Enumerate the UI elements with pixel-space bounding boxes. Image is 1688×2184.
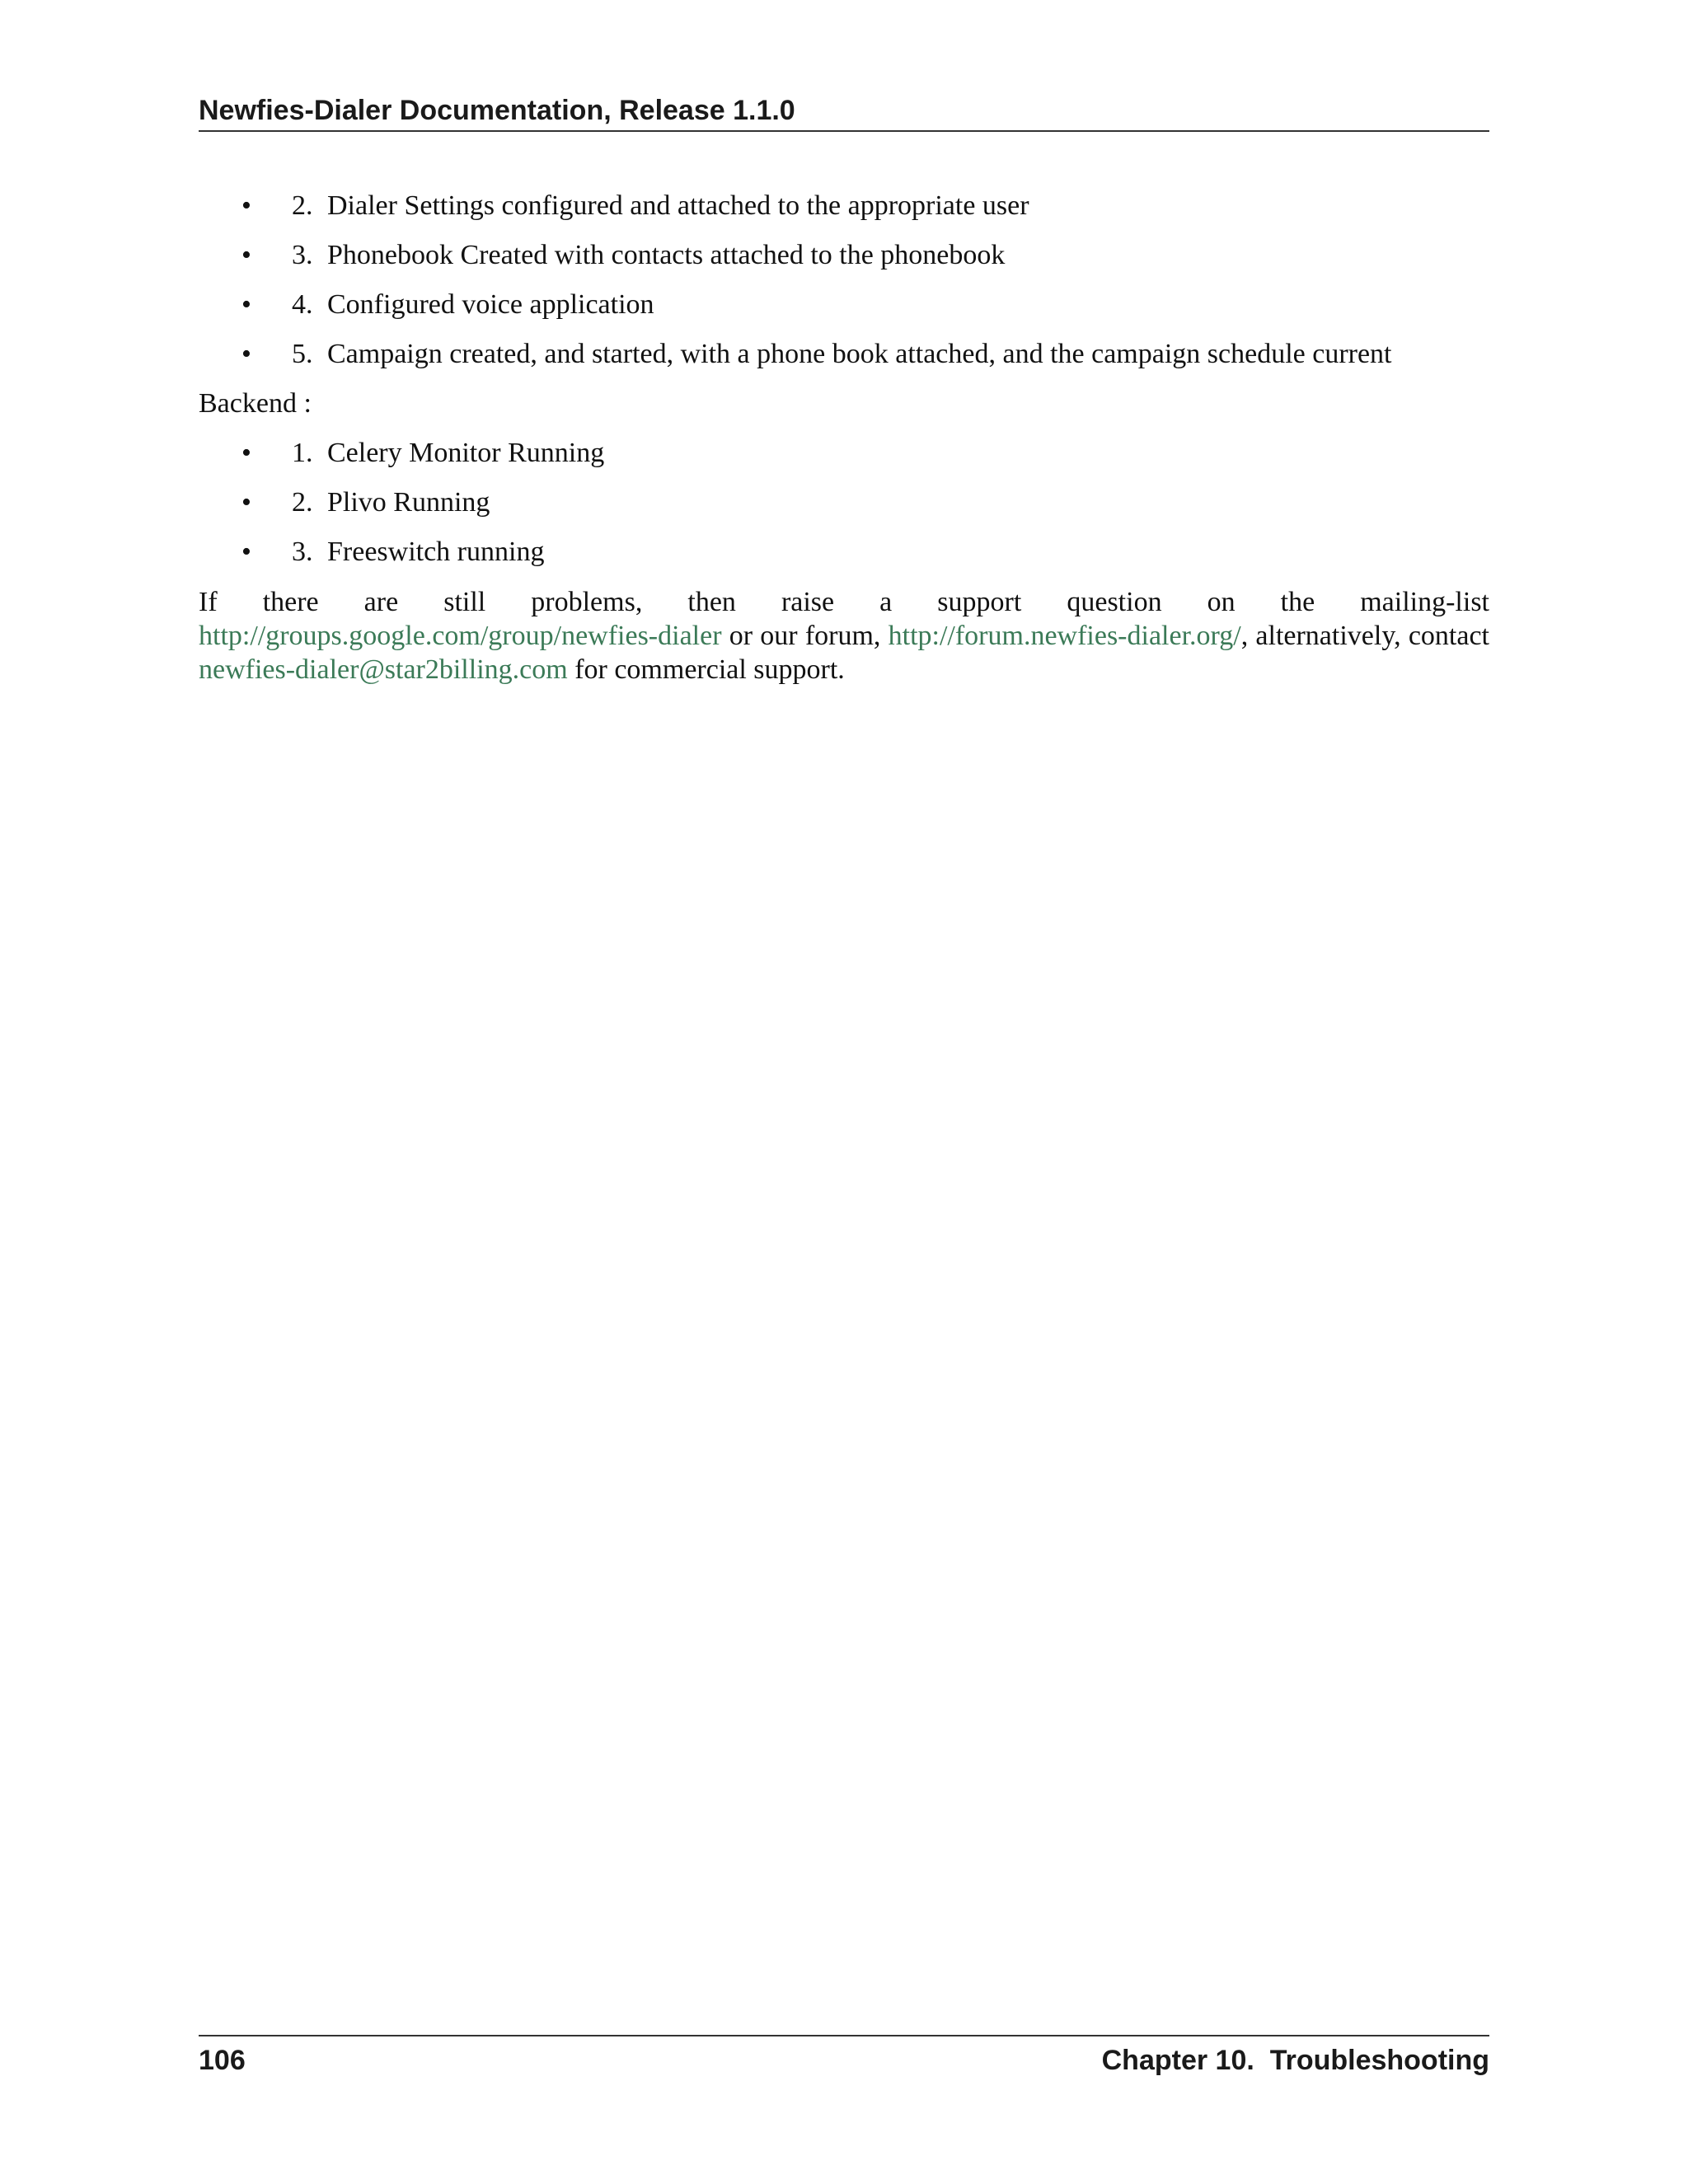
item-text: Celery Monitor Running [327, 438, 605, 468]
item-text: Configured voice application [327, 289, 654, 320]
item-number: 1. [292, 438, 313, 468]
item-text: Freeswitch running [327, 537, 545, 567]
list-item [199, 239, 1489, 288]
item-text: Phonebook Created with contacts attached to the phonebook [327, 240, 1006, 270]
bullet-icon: • [241, 339, 251, 369]
frontend-list [199, 190, 1489, 387]
bullet-icon: • [241, 190, 251, 221]
list-item [199, 437, 1489, 486]
list-item [199, 536, 1489, 585]
item-text: Plivo Running [327, 487, 490, 518]
backend-label: Backend : [199, 388, 312, 419]
bullet-icon: • [241, 537, 251, 567]
email-link[interactable]: newfies-dialer@star2billing.com [199, 654, 568, 685]
support-paragraph [199, 585, 1489, 687]
item-number: 5. [292, 339, 313, 369]
page-header [199, 91, 1489, 132]
document-title: Newfies-Dialer Documentation, Release 1.1.0 [199, 95, 795, 126]
item-text: Dialer Settings configured and attached to the appropriate user [327, 190, 1029, 221]
item-text: Campaign created, and started, with a phone book attached, and the campaign schedule current [327, 339, 1392, 369]
item-number: 2. [292, 487, 313, 518]
item-number: 2. [292, 190, 313, 221]
item-number: 3. [292, 537, 313, 567]
chapter-title: Chapter 10. Troubleshooting [1101, 2045, 1489, 2076]
support-text: If there are still problems, then raise a support question on the mailing-list [199, 587, 1489, 617]
bullet-icon: • [241, 438, 251, 468]
mailing-list-link[interactable]: http://groups.google.com/group/newfies-dialer [199, 621, 722, 651]
bullet-icon: • [241, 289, 251, 320]
support-text: , alternatively, contact [1240, 621, 1489, 651]
page-number: 106 [199, 2045, 246, 2076]
list-item [199, 486, 1489, 536]
backend-list [199, 437, 1489, 585]
support-text: or our forum, [721, 621, 889, 651]
list-item [199, 190, 1489, 239]
item-number: 3. [292, 240, 313, 270]
bullet-icon: • [241, 240, 251, 270]
forum-link[interactable]: http://forum.newfies-dialer.org/ [888, 621, 1241, 651]
page-content [199, 190, 1489, 687]
item-number: 4. [292, 289, 313, 320]
support-text: for commercial support. [567, 654, 845, 685]
list-item [199, 338, 1489, 387]
page-footer [199, 2035, 1489, 2086]
bullet-icon: • [241, 487, 251, 518]
list-item [199, 288, 1489, 338]
